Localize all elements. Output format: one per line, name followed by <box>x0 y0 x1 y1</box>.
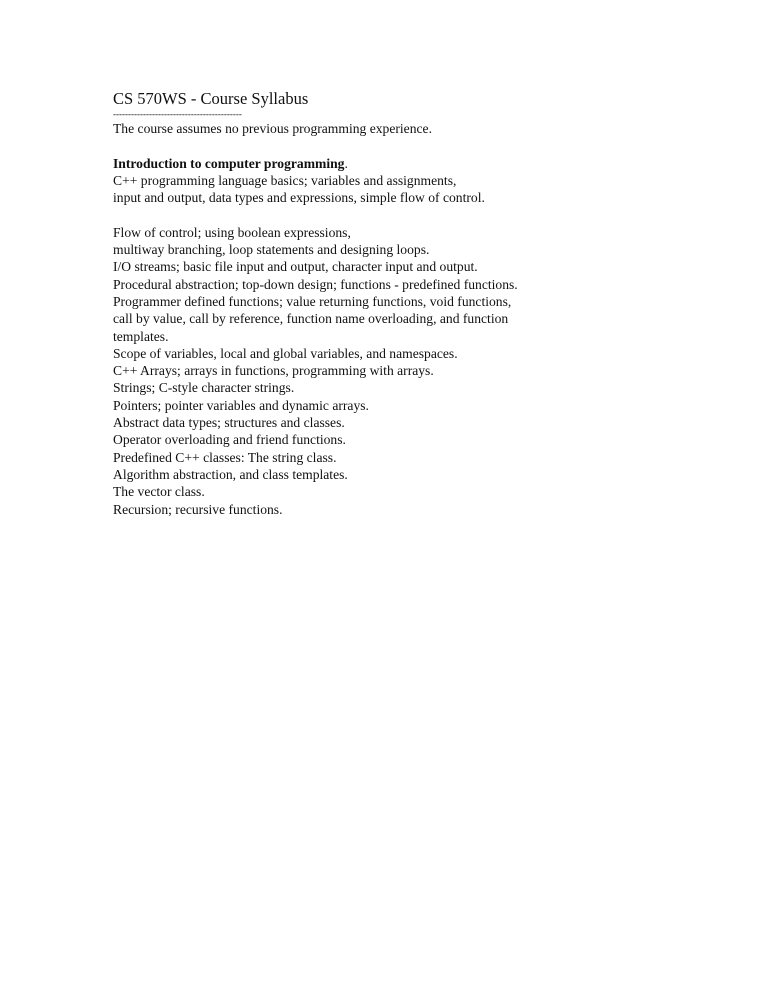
intro-note: The course assumes no previous programming experience. <box>113 121 432 136</box>
topic-line: Recursion; recursive functions. <box>113 501 283 517</box>
topic-line: Strings; C-style character strings. <box>113 380 295 396</box>
topic-line: I/O streams; basic file input and output, character input and output. <box>113 259 478 275</box>
section-line: C++ programming language basics; variables and assignments, <box>113 172 457 188</box>
section-heading-period: . <box>344 155 348 171</box>
topic-line: call by value, call by reference, function name overloading, and function <box>113 311 509 327</box>
topic-line: Procedural abstraction; top-down design; functions - predefined functions. <box>113 276 518 292</box>
section-heading: Introduction to computer programming <box>113 155 345 171</box>
topic-line: Flow of control; using boolean expressions, <box>113 224 351 240</box>
topic-line: C++ Arrays; arrays in functions, programming with arrays. <box>113 363 434 379</box>
spacer <box>113 206 713 223</box>
topic-line: Programmer defined functions; value returning functions, void functions, <box>113 293 512 309</box>
section-line: input and output, data types and expressions, simple flow of control. <box>113 190 485 206</box>
topic-line: Scope of variables, local and global variables, and namespaces. <box>113 345 458 361</box>
spacer <box>113 137 713 154</box>
topic-line: Algorithm abstraction, and class templates. <box>113 466 348 482</box>
topic-line: Operator overloading and friend functions. <box>113 432 346 448</box>
topic-line: Predefined C++ classes: The string class. <box>113 449 337 465</box>
topic-line: The vector class. <box>113 484 205 500</box>
syllabus-page <box>113 88 713 518</box>
topic-line: templates. <box>113 328 169 344</box>
title-underline-rule: ------------------------------------------- <box>113 109 242 119</box>
section-heading-line <box>113 155 713 172</box>
topic-line: Pointers; pointer variables and dynamic arrays. <box>113 397 369 413</box>
document-title: CS 570WS - Course Syllabus <box>113 89 309 108</box>
topic-line: multiway branching, loop statements and designing loops. <box>113 242 430 258</box>
topic-line: Abstract data types; structures and classes. <box>113 415 345 431</box>
